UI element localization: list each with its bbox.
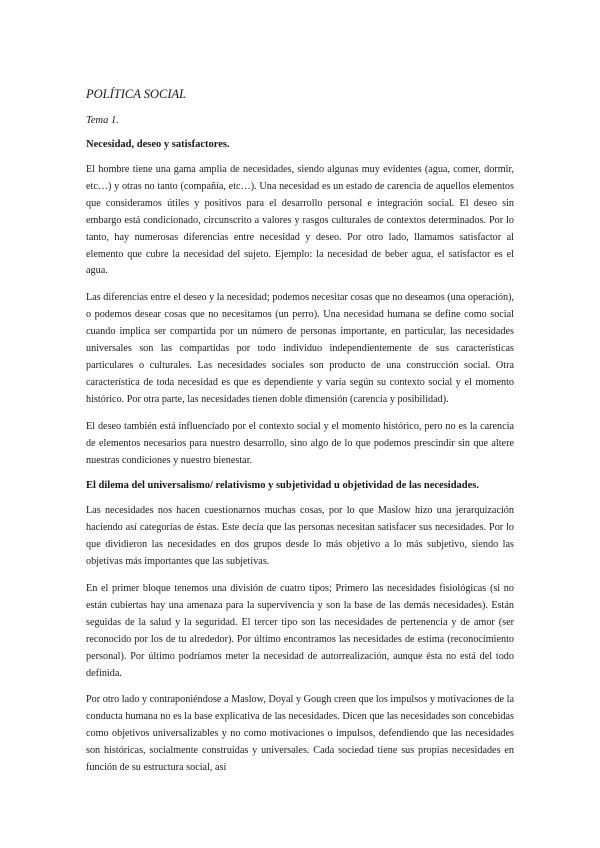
paragraph: Las necesidades nos hacen cuestionarnos muchas cosas, por lo que Maslow hizo una jerarquización haciendo así categorías de éstas. Este decía que las personas necesitan satisfacer sus necesidades. Por lo que dividieron las necesidades en dos grupos desde lo más objetivo a lo más subjetivo, siendo las objetivas más importantes que las subjetivas. (86, 505, 514, 568)
section-heading-needs: Necesidad, deseo y satisfactores. (86, 139, 230, 150)
document-body (86, 86, 514, 787)
document-title: POLÍTICA SOCIAL (86, 87, 187, 101)
paragraph: El hombre tiene una gama amplia de necesidades, siendo algunas muy evidentes (agua, comer, dormir, etc…) y otras no tanto (compañía, etc…). Una necesidad es un estado de carencia de aquellos elementos que consideramos útiles y positivos para el desarrollo personal e integración social. El deseo sin embargo está condicionado, circunscrito a valores y rasgos culturales de contextos determinados. Por lo tanto, hay numerosas diferencias entre necesidad y deseo. Por otro lado, llamamos satisfactor al elemento que cubre la necesidad del sujeto. Ejemplo: la necesidad de beber agua, el satisfactor es el agua. (86, 164, 514, 277)
section-heading-dilemma: El dilema del universalismo/ relativismo y subjetividad u objetividad de las necesidades. (86, 480, 480, 492)
paragraph: Por otro lado y contraponiéndose a Maslow, Doyal y Gough creen que los impulsos y motivaciones de la conducta humana no es la base explicativa de las necesidades. Dicen que las necesidades son concebidas como objetivos universalizables y no como motivaciones o impulsos, defendiendo que las necesidades son históricas, socialmente construidas y universales. Cada sociedad tiene sus propias necesidades en función de su estructura social, así (86, 694, 514, 774)
paragraph: En el primer bloque tenemos una división de cuatro tipos; Primero las necesidades fisiológicas (si no están cubiertas hay una amenaza para la supervivencia y son la base de las demás necesidades). Están seguidas de la salud y la seguridad. El tercer tipo son las necesidades de pertenencia y de amor (ser reconocido por los de tu alrededor). Por último encontramos las necesidades de estima (reconocimiento personal). Por último podríamos meter la necesidad de autorrealización, aunque ésta no está del todo definida. (86, 583, 514, 679)
paragraph: El deseo también está influenciado por el contexto social y el momento histórico, pero no es la carencia de elementos necesarios para nuestro desarrollo, sino algo de lo que podemos prescindir sin que altere nuestras condiciones y nuestro bienestar. (86, 420, 514, 466)
document-subtitle: Tema 1. (86, 115, 119, 126)
paragraph: Las diferencias entre el deseo y la necesidad; podemos necesitar cosas que no deseamos (una operación), o podemos desear cosas que no necesitamos (un perro). Una necesidad humana se define como social cuando implica ser compartida por un número de personas importante, en particular, las necesidades universales son las compartidas por todo individuo independientemente de sus características particulares o culturales. Las necesidades sociales son producto de una construcción social. Otra característica de toda necesidad es que es dependiente y varía según su contexto social y el momento histórico. Por otra parte, las necesidades tienen doble dimensión (carencia y posibilidad). (86, 292, 514, 405)
